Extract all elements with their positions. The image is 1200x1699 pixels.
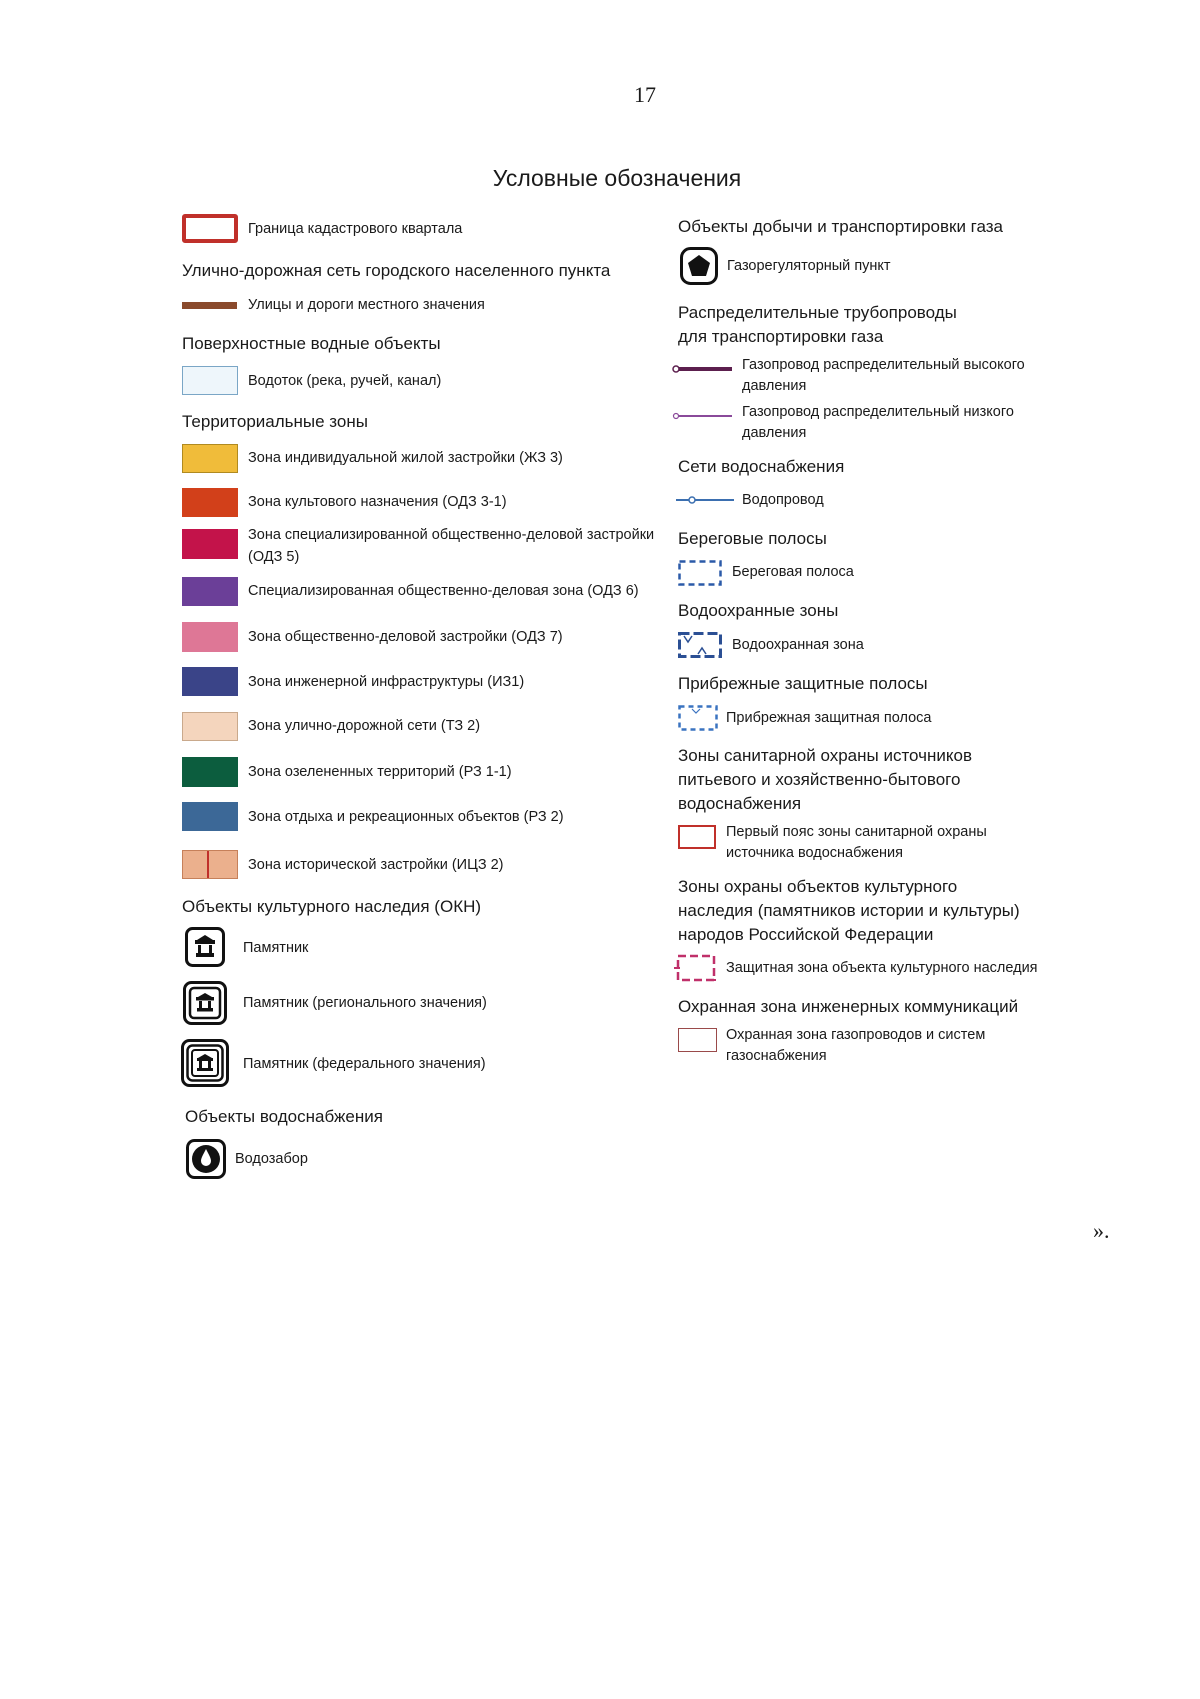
zone-label-odz7: Зона общественно-деловой застройки (ОДЗ 7)	[248, 629, 563, 645]
zone-label-odz5-line2: (ОДЗ 5)	[248, 549, 300, 565]
heritage-heading: Объекты культурного наследия (ОКН)	[182, 897, 482, 916]
zone-label-icz2: Зона исторической застройки (ИЦЗ 2)	[248, 857, 504, 873]
low-pressure-pipeline-label-line2: давления	[742, 425, 807, 441]
high-pressure-pipeline-label: Газопровод распределительный высокого	[742, 357, 1025, 373]
sanitary-heading-line1: Зоны санитарной охраны источников	[678, 746, 972, 765]
engineering-heading: Охранная зона инженерных коммуникаций	[678, 997, 1019, 1016]
cultural-protection-heading-line1: Зоны охраны объектов культурного	[678, 877, 958, 896]
zone-label-odz6: Специализированная общественно-деловая зона (ОДЗ 6)	[248, 583, 639, 599]
pipelines-heading-line2: для транспортировки газа	[678, 327, 884, 346]
closing-quote-mark: ».	[1093, 1218, 1110, 1243]
roads-heading: Улично-дорожная сеть городского населенного пункта	[182, 261, 611, 280]
coastal-strip-heading: Прибрежные защитные полосы	[678, 674, 928, 693]
gas-heading: Объекты добычи и транспортировки газа	[678, 217, 1004, 236]
water-intake-label: Водозабор	[235, 1151, 308, 1167]
sanitary-zone-symbol	[678, 825, 716, 849]
low-pressure-pipeline-label: Газопровод распределительный низкого	[742, 404, 1014, 420]
water-protection-zone-symbol	[678, 632, 722, 658]
gas-regulator-icon	[680, 247, 718, 285]
sanitary-zone-label: Первый пояс зоны санитарной охраны	[726, 824, 987, 840]
shore-strip-symbol	[678, 560, 722, 586]
zone-label-odz5: Зона специализированной общественно-деловой застройки	[248, 527, 655, 543]
water-heading: Поверхностные водные объекты	[182, 334, 441, 353]
page-number: 17	[634, 82, 656, 107]
water-protection-zone-label: Водоохранная зона	[732, 637, 864, 653]
water-pipe-line	[674, 495, 736, 505]
zones-heading: Территориальные зоны	[182, 412, 368, 431]
zone-label-rz1-1: Зона озелененных территорий (РЗ 1-1)	[248, 764, 512, 780]
water-network-heading: Сети водоснабжения	[678, 457, 845, 476]
cultural-protection-heading-line2: наследия (памятников истории и культуры)	[678, 901, 1020, 920]
water-protection-heading: Водоохранные зоны	[678, 601, 839, 620]
high-pressure-pipeline-label-line2: давления	[742, 378, 807, 394]
watercourse-label: Водоток (река, ручей, канал)	[248, 373, 442, 389]
coastal-strip-symbol	[678, 705, 718, 731]
zone-label-zh3: Зона индивидуальной жилой застройки (ЖЗ 3)	[248, 450, 563, 466]
zone-label-tz2: Зона улично-дорожной сети (ТЗ 2)	[248, 718, 481, 734]
sanitary-zone-label-line2: источника водоснабжения	[726, 845, 903, 861]
legend-title: Условные обозначения	[492, 165, 742, 191]
coastal-strip-label: Прибрежная защитная полоса	[726, 710, 932, 726]
cadastral-boundary-label: Граница кадастрового квартала	[248, 221, 463, 237]
gas-regulator-label: Газорегуляторный пункт	[727, 258, 891, 274]
shore-heading: Береговые полосы	[678, 529, 827, 548]
zone-label-iz1: Зона инженерной инфраструктуры (ИЗ1)	[248, 674, 525, 690]
federal-monument-label: Памятник (федерального значения)	[243, 1056, 486, 1072]
low-pressure-pipeline-line	[672, 411, 734, 421]
pipelines-heading-line1: Распределительные трубопроводы	[678, 303, 957, 322]
high-pressure-pipeline-line	[672, 364, 734, 374]
cultural-protection-zone-symbol	[672, 953, 718, 983]
sanitary-heading-line3: водоснабжения	[678, 794, 802, 813]
cultural-protection-zone-label: Защитная зона объекта культурного наследия	[726, 960, 1038, 976]
gas-protection-zone-label-line2: газоснабжения	[726, 1048, 827, 1064]
gas-protection-zone-label: Охранная зона газопроводов и систем	[726, 1027, 986, 1043]
gas-protection-zone-symbol	[678, 1028, 717, 1052]
regional-monument-label: Памятник (регионального значения)	[243, 995, 487, 1011]
cultural-protection-heading-line3: народов Российской Федерации	[678, 925, 934, 944]
shore-strip-label: Береговая полоса	[732, 564, 854, 580]
zone-label-rz2: Зона отдыха и рекреационных объектов (РЗ 2)	[248, 809, 564, 825]
monument-label: Памятник	[243, 940, 309, 956]
zone-label-odz3-1: Зона культового назначения (ОДЗ 3-1)	[248, 494, 507, 510]
sanitary-heading-line2: питьевого и хозяйственно-бытового	[678, 770, 961, 789]
water-supply-heading: Объекты водоснабжения	[185, 1107, 383, 1126]
water-pipe-label: Водопровод	[742, 492, 824, 508]
local-road-label: Улицы и дороги местного значения	[248, 297, 485, 313]
